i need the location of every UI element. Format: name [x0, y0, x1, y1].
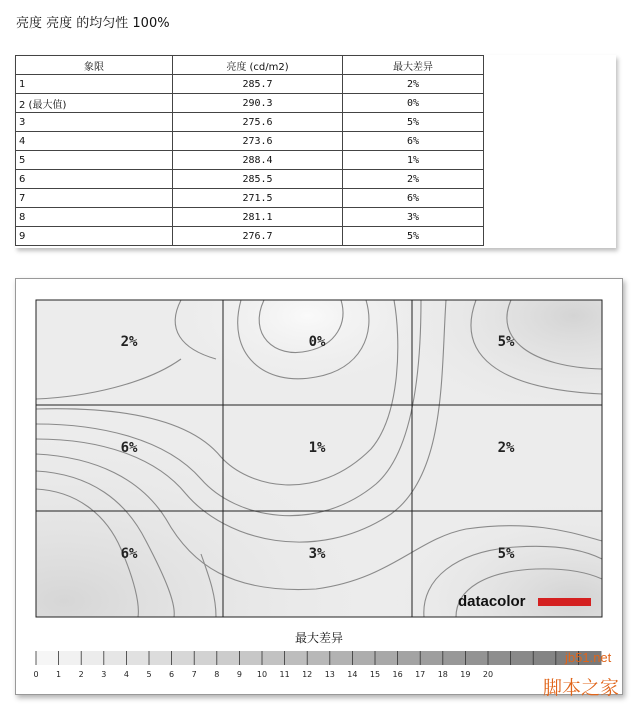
- watermark-name: 脚本之家: [543, 677, 620, 699]
- cell-quadrant: 6: [16, 170, 173, 189]
- scale-swatch: [330, 651, 353, 665]
- scale-label: 17: [415, 670, 426, 679]
- scale-label: 1: [56, 670, 62, 679]
- contour-map: [16, 279, 622, 694]
- brand-logo-text: datacolor: [458, 593, 526, 610]
- cell-max-diff: 1%: [343, 151, 484, 170]
- watermark-domain: jb51.net: [565, 650, 612, 665]
- scale-swatch: [443, 651, 466, 665]
- page-title: 亮度 亮度 的均匀性 100%: [16, 16, 170, 31]
- zone-label-7: 6%: [120, 546, 138, 562]
- header-max-diff: 最大差异: [343, 56, 484, 75]
- scale-swatch: [465, 651, 488, 665]
- cell-luminance: 285.7: [173, 75, 343, 94]
- zone-label-5: 1%: [308, 440, 326, 456]
- table-row: [16, 132, 484, 151]
- cell-max-diff: 2%: [343, 170, 484, 189]
- scale-swatch: [239, 651, 262, 665]
- cell-quadrant: 1: [16, 75, 173, 94]
- cell-quadrant: 5: [16, 151, 173, 170]
- scale-label: 10: [256, 670, 268, 679]
- brand-logo-bar: [538, 598, 591, 606]
- scale-swatch: [104, 651, 127, 665]
- table-row: [16, 170, 484, 189]
- cell-luminance: 273.6: [173, 132, 343, 151]
- cell-luminance: 288.4: [173, 151, 343, 170]
- zone-label-3: 5%: [497, 334, 515, 350]
- scale-label: 15: [369, 670, 381, 679]
- scale-swatch: [36, 651, 59, 665]
- cell-max-diff: 6%: [343, 132, 484, 151]
- scale-label: 9: [236, 670, 242, 679]
- header-luminance: 亮度 (cd/m2): [173, 56, 343, 75]
- cell-max-diff: 2%: [343, 75, 484, 94]
- cell-max-diff: 6%: [343, 189, 484, 208]
- zone-label-6: 2%: [497, 440, 515, 456]
- scale-label: 0: [33, 670, 39, 679]
- cell-luminance: 285.5: [173, 170, 343, 189]
- scale-swatch: [217, 651, 240, 665]
- cell-quadrant: 7: [16, 189, 173, 208]
- cell-quadrant: 2 (最大值): [16, 94, 173, 113]
- cell-max-diff: 3%: [343, 208, 484, 227]
- header-quadrant: 象限: [16, 56, 173, 75]
- zone-label-4: 6%: [120, 440, 138, 456]
- scale-label: 14: [347, 670, 358, 679]
- cell-quadrant: 9: [16, 227, 173, 246]
- scale-swatch: [126, 651, 149, 665]
- scale-swatch: [420, 651, 443, 665]
- scale-label: 12: [302, 670, 313, 679]
- cell-luminance: 290.3: [173, 94, 343, 113]
- scale-label: 8: [214, 670, 220, 679]
- cell-max-diff: 0%: [343, 94, 484, 113]
- scale-swatch: [488, 651, 511, 665]
- table-row: [16, 94, 484, 113]
- scale-swatch: [194, 651, 217, 665]
- scale-swatch: [172, 651, 195, 665]
- scale-swatch: [59, 651, 82, 665]
- legend-scale: [33, 651, 601, 679]
- scale-label: 19: [460, 670, 471, 679]
- cell-quadrant: 8: [16, 208, 173, 227]
- cell-luminance: 275.6: [173, 113, 343, 132]
- cell-luminance: 271.5: [173, 189, 343, 208]
- zone-label-8: 3%: [308, 546, 326, 562]
- scale-label: 7: [191, 670, 197, 679]
- scale-label: 16: [392, 670, 403, 679]
- scale-swatch: [262, 651, 285, 665]
- scale-label: 5: [146, 670, 152, 679]
- scale-label: 20: [482, 670, 494, 679]
- table-row: [16, 75, 484, 94]
- cell-max-diff: 5%: [343, 227, 484, 246]
- scale-swatch: [81, 651, 104, 665]
- legend-title: 最大差异: [294, 631, 344, 645]
- table-header-row: [16, 56, 484, 75]
- zone-label-1: 2%: [120, 334, 138, 350]
- uniformity-table-card: [15, 55, 616, 248]
- table-row: [16, 208, 484, 227]
- scale-label: 2: [78, 670, 84, 679]
- table-row: [16, 151, 484, 170]
- cell-luminance: 281.1: [173, 208, 343, 227]
- scale-swatch: [375, 651, 398, 665]
- cell-quadrant: 4: [16, 132, 173, 151]
- cell-quadrant: 3: [16, 113, 173, 132]
- scale-label: 13: [324, 670, 335, 679]
- scale-label: 6: [169, 670, 175, 679]
- scale-label: 4: [123, 670, 129, 679]
- scale-label: 11: [279, 670, 290, 679]
- watermark: [525, 640, 635, 704]
- cell-luminance: 276.7: [173, 227, 343, 246]
- uniformity-contour-card: [15, 278, 623, 695]
- scale-label: 18: [437, 670, 448, 679]
- zone-label-2: 0%: [308, 334, 326, 350]
- table-row: [16, 227, 484, 246]
- table-row: [16, 113, 484, 132]
- scale-label: 3: [101, 670, 107, 679]
- scale-swatch: [149, 651, 172, 665]
- uniformity-table: [15, 55, 484, 246]
- table-row: [16, 189, 484, 208]
- scale-swatch: [285, 651, 308, 665]
- scale-swatch: [398, 651, 421, 665]
- scale-swatch: [352, 651, 375, 665]
- zone-label-9: 5%: [497, 546, 515, 562]
- scale-swatch: [307, 651, 330, 665]
- cell-max-diff: 5%: [343, 113, 484, 132]
